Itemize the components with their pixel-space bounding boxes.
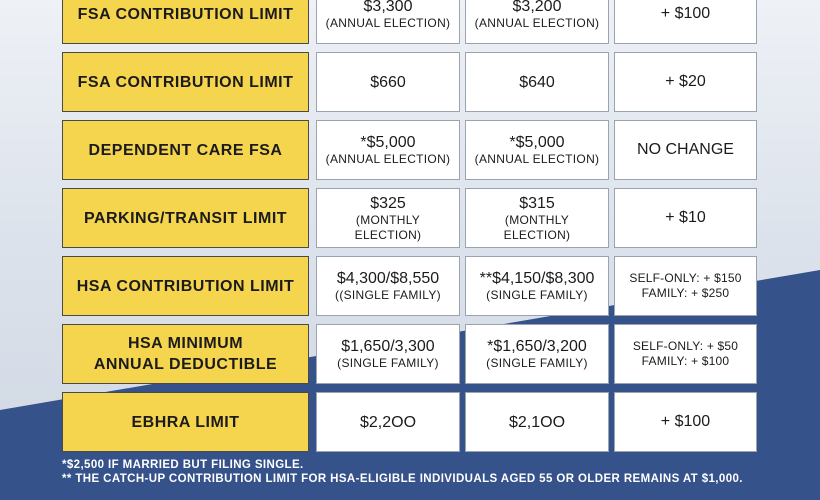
- difference-self-only: SELF-ONLY: + $150: [629, 271, 742, 285]
- value-cell-2024: [316, 52, 460, 112]
- value-main: $2,1OO: [508, 413, 566, 431]
- value-main: $3,300: [363, 0, 413, 15]
- value-main: *$5,000: [360, 134, 416, 151]
- row-label-text: FSA CONTRIBUTION LIMIT: [77, 73, 294, 91]
- difference-cell: [614, 392, 757, 452]
- footnote-1: *$2,500 IF MARRIED BUT FILING SINGLE.: [62, 459, 304, 471]
- value-sub: (SINGLE FAMILY): [337, 356, 439, 370]
- row-label-line-1: HSA MINIMUM: [127, 335, 244, 352]
- value-main: $3,200: [512, 0, 562, 15]
- row-label: [62, 120, 309, 180]
- value-cell-2024: [316, 256, 460, 316]
- difference-family: FAMILY: + $250: [641, 286, 730, 300]
- difference-cell: [614, 0, 757, 44]
- value-main: *$1,650/3,200: [487, 338, 587, 355]
- value-sub: (ANNUAL ELECTION): [474, 16, 600, 30]
- difference-cell: [614, 188, 757, 248]
- row-label-text: FSA CONTRIBUTION LIMIT: [77, 5, 294, 23]
- row-label-text: HSA CONTRIBUTION LIMIT: [76, 277, 295, 295]
- value-sub: ((SINGLE FAMILY): [335, 288, 441, 302]
- value-main: **$4,150/$8,300: [479, 270, 595, 287]
- value-cell-2024: [316, 0, 460, 44]
- value-cell-2023: [465, 324, 609, 384]
- difference-value: + $10: [665, 209, 706, 226]
- value-cell-2024: [316, 120, 460, 180]
- difference-value: + $100: [660, 413, 711, 430]
- value-main: $4,300/$8,550: [336, 270, 440, 287]
- value-sub: (ANNUAL ELECTION): [325, 16, 451, 30]
- value-main: $1,650/3,300: [341, 338, 435, 355]
- row-label: [62, 392, 309, 452]
- footnotes: [62, 458, 743, 486]
- row-label: [62, 0, 309, 44]
- difference-value: + $100: [660, 5, 711, 22]
- difference-value: + $20: [665, 73, 706, 90]
- value-cell-2023: [465, 120, 609, 180]
- value-sub: (ANNUAL ELECTION): [474, 152, 600, 166]
- value-cell-2024: [316, 324, 460, 384]
- row-label-line-2: ANNUAL DEDUCTIBLE: [93, 356, 278, 373]
- row-label-text: EBHRA LIMIT: [131, 413, 240, 431]
- value-sub: (SINGLE FAMILY): [486, 288, 588, 302]
- value-main: $315: [519, 194, 555, 212]
- difference-cell: [614, 256, 757, 316]
- value-sub: (MONTHLY ELECTION): [354, 212, 422, 242]
- value-sub: (MONTHLY ELECTION): [503, 212, 571, 242]
- row-label: [62, 256, 309, 316]
- value-cell-2023: [465, 0, 609, 44]
- footnote-2: ** THE CATCH-UP CONTRIBUTION LIMIT FOR HSA-ELIGIBLE INDIVIDUALS AGED 55 OR OLDER REMAINS AT $1,000.: [62, 473, 743, 485]
- difference-cell: [614, 52, 757, 112]
- value-main: $325: [370, 194, 406, 212]
- value-cell-2024: [316, 392, 460, 452]
- difference-family: FAMILY: + $100: [641, 354, 730, 368]
- value-main: $2,2OO: [359, 413, 417, 431]
- difference-cell: [614, 324, 757, 384]
- difference-value: NO CHANGE: [637, 141, 734, 158]
- row-label-text: PARKING/TRANSIT LIMIT: [83, 209, 288, 227]
- value-main: $660: [370, 73, 406, 91]
- row-label: [62, 188, 309, 248]
- value-cell-2023: [465, 52, 609, 112]
- value-cell-2023: [465, 392, 609, 452]
- row-label: [62, 324, 309, 384]
- value-main: *$5,000: [509, 134, 565, 151]
- value-sub: (SINGLE FAMILY): [486, 356, 588, 370]
- row-label-text: DEPENDENT CARE FSA: [88, 141, 283, 159]
- value-cell-2023: [465, 256, 609, 316]
- value-cell-2023: [465, 188, 609, 248]
- value-sub: (ANNUAL ELECTION): [325, 152, 451, 166]
- difference-self-only: SELF-ONLY: + $50: [632, 339, 739, 353]
- value-main: $640: [519, 73, 555, 91]
- row-label: [62, 52, 309, 112]
- value-cell-2024: [316, 188, 460, 248]
- difference-cell: [614, 120, 757, 180]
